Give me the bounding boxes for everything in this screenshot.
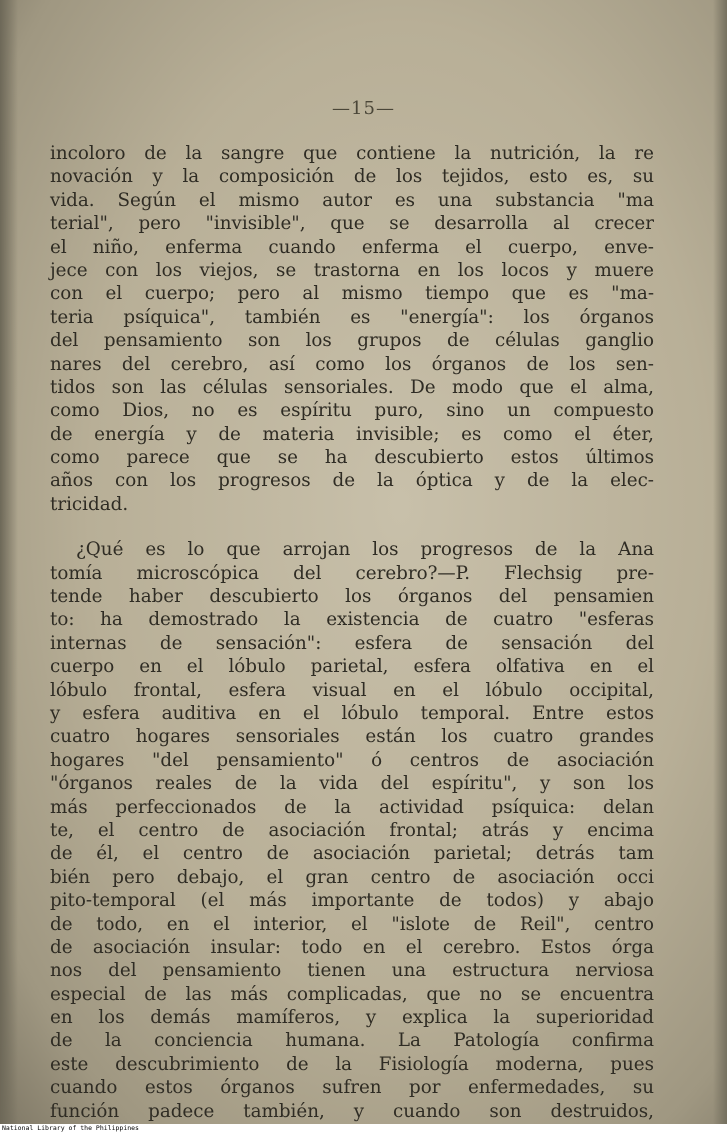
text-line: como Dios, no es espíritu puro, sino un compuesto <box>50 400 654 422</box>
page-number: —15— <box>332 98 395 119</box>
text-line: internas de sensación": esfera de sensación del <box>50 632 654 654</box>
text-line: el niño, enferma cuando enferma el cuerpo, enve- <box>50 236 654 258</box>
paragraph-gap <box>50 516 654 538</box>
text-line: de todo, en el interior, el "islote de Reil", centro <box>50 913 654 935</box>
page-shadow-right <box>713 0 727 1124</box>
text-line: cuerpo en el lóbulo parietal, esfera olfativa en el <box>50 656 654 678</box>
text-line: cuatro hogares sensoriales están los cuatro grandes <box>50 726 654 748</box>
text-line: jece con los viejos, se trastorna en los locos y muere <box>50 259 654 281</box>
text-line: vida. Según el mismo autor es una substancia "ma <box>50 189 654 211</box>
text-line: teria psíquica", también es "energía": los órganos <box>50 306 654 328</box>
text-line: este descubrimiento de la Fisiología moderna, pues <box>50 1053 654 1075</box>
paragraph-2 <box>50 538 654 1123</box>
text-line: como parece que se ha descubierto estos últimos <box>50 447 654 469</box>
text-line: to: ha demostrado la existencia de cuatro "esferas <box>50 609 654 631</box>
text-line: función padece también, y cuando son destruidos, <box>50 1100 654 1122</box>
text-line: con el cuerpo; pero al mismo tiempo que es "ma- <box>50 283 654 305</box>
text-line: te, el centro de asociación frontal; atrás y encima <box>50 819 654 841</box>
text-line: de la conciencia humana. La Patología confirma <box>50 1030 654 1052</box>
text-line: tomía microscópica del cerebro?—P. Flechsig pre- <box>50 562 654 584</box>
text-line: en los demás mamíferos, y explica la superioridad <box>50 1007 654 1029</box>
text-line: incoloro de la sangre que contiene la nutrición, la re <box>50 143 654 164</box>
text-line: más perfeccionados de la actividad psíquica: delan <box>50 796 654 818</box>
text-line: cuando estos órganos sufren por enfermedades, su <box>50 1077 654 1099</box>
text-line: terial", pero "invisible", que se desarrolla al crecer <box>50 213 654 235</box>
text-line: especial de las más complicadas, que no se encuentra <box>50 983 654 1005</box>
text-line: nares del cerebro, así como los órganos de los sen- <box>50 353 654 375</box>
text-line: ¿Qué es lo que arrojan los progresos de la Ana <box>76 539 654 561</box>
text-line: pito-temporal (el más importante de todos) y abajo <box>50 890 654 912</box>
text-line: "órganos reales de la vida del espíritu", y son los <box>50 773 654 795</box>
text-line: de asociación insular: todo en el cerebro. Estos órga <box>50 936 654 958</box>
library-footer: National Library of the Philippines <box>2 1124 139 1132</box>
text-line: de él, el centro de asociación parietal; detrás tam <box>50 843 654 865</box>
text-line: tidos son las células sensoriales. De modo que el alma, <box>50 376 654 398</box>
text-line: tende haber descubierto los órganos del pensamien <box>50 586 654 608</box>
text-line: nos del pensamiento tienen una estructura nerviosa <box>50 960 654 982</box>
text-line: hogares "del pensamiento" ó centros de asociación <box>50 749 654 771</box>
text-line: novación y la composición de los tejidos, esto es, su <box>50 166 654 188</box>
paragraph-1 <box>50 142 654 516</box>
text-line: lóbulo frontal, esfera visual en el lóbulo occipital, <box>50 679 654 701</box>
body-text <box>50 142 654 1123</box>
text-line: años con los progresos de la óptica y de la elec- <box>50 470 654 492</box>
text-line: bién pero debajo, el gran centro de asociación occi <box>50 866 654 888</box>
text-line: tricidad. <box>50 493 129 515</box>
text-line: y esfera auditiva en el lóbulo temporal. Entre estos <box>50 702 654 724</box>
text-line: del pensamiento son los grupos de células ganglio <box>50 330 654 352</box>
text-line: de energía y de materia invisible; es como el éter, <box>50 423 654 445</box>
page-shadow-left <box>0 0 18 1124</box>
